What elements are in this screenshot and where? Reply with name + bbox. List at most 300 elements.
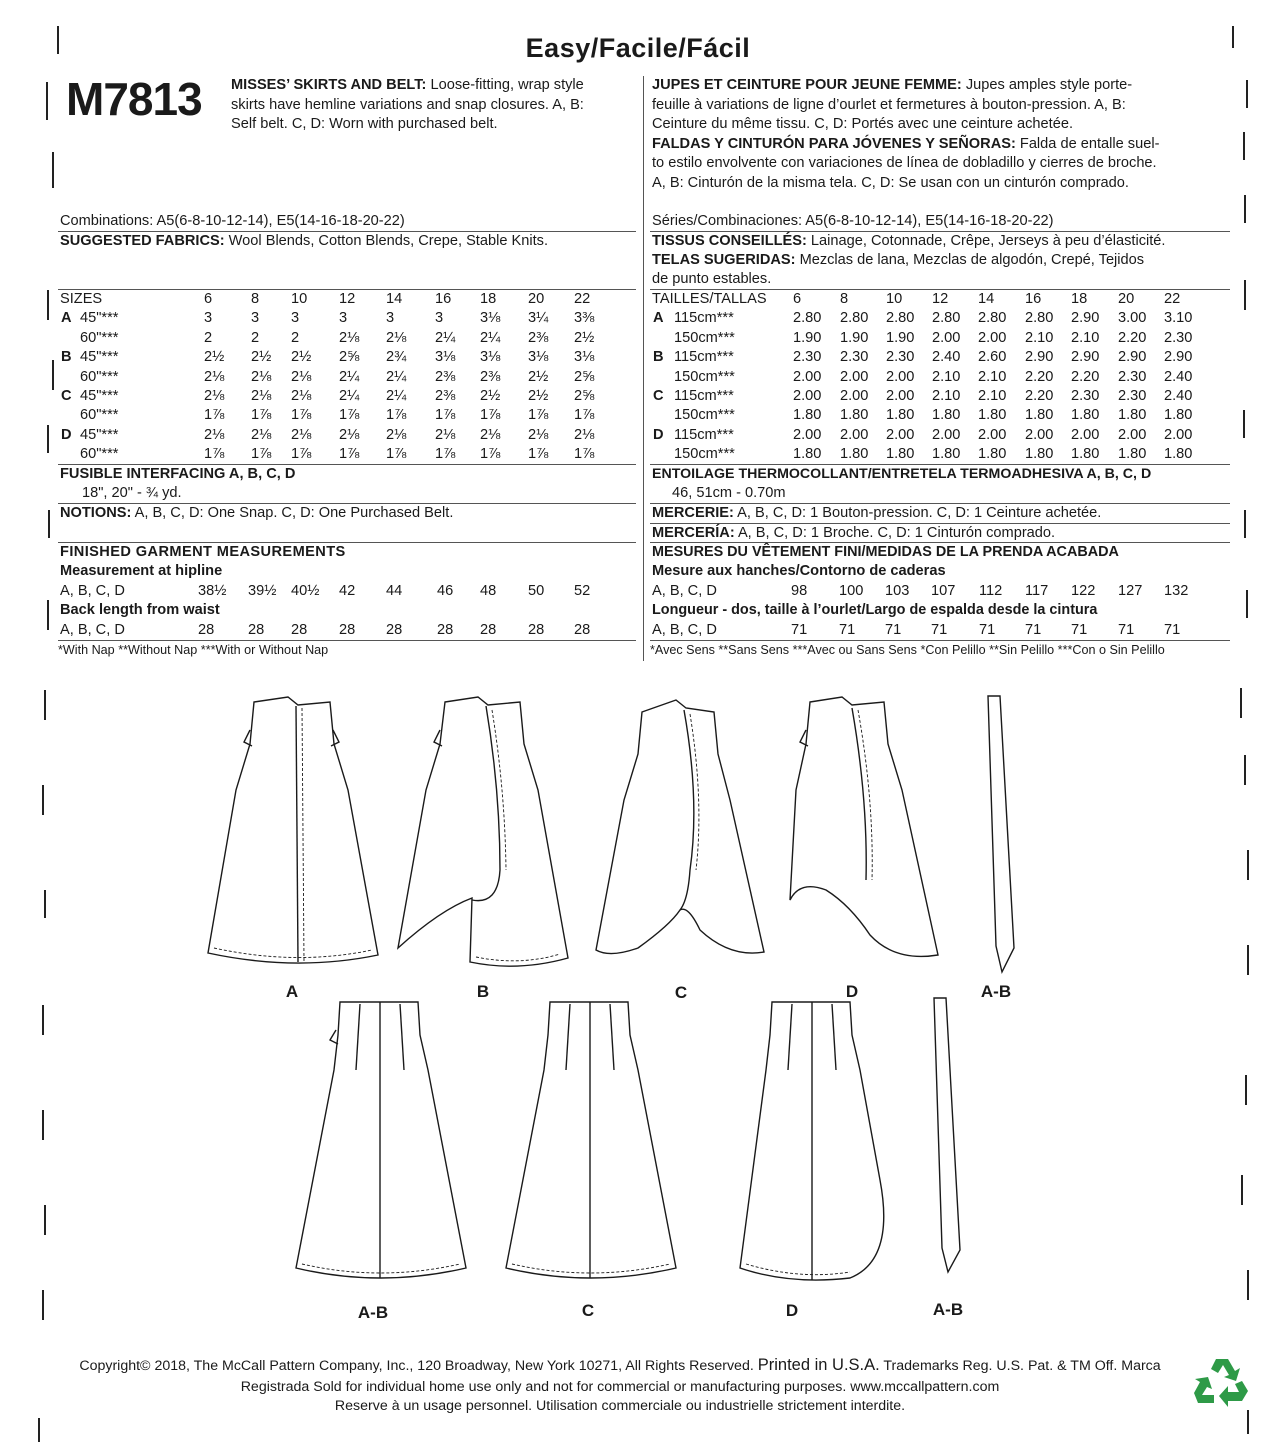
finished-measurements-heading-fr: MESURES DU VÊTEMENT FINI/MEDIDAS DE LA PRENDA ACABADA	[652, 544, 1119, 560]
size-header: 18	[1071, 291, 1088, 307]
yardage-cell: 1.80	[886, 407, 915, 424]
yardage-cell: 3⅛	[574, 349, 595, 366]
yardage-cell: 3.10	[1164, 310, 1193, 327]
yardage-cell: 2.00	[793, 426, 822, 443]
yardage-cell: 1⅞	[435, 407, 456, 424]
yardage-cell: 3	[291, 310, 300, 327]
yardage-cell: 2.00	[932, 329, 961, 346]
yardage-cell: 2¼	[339, 388, 360, 404]
yardage-cell: 2¼	[386, 388, 407, 404]
view-letter: B	[61, 349, 72, 366]
fabric-width: 45"***	[80, 426, 119, 443]
description-line: MISSES’ SKIRTS AND BELT: Loose-fitting, wrap style	[231, 77, 584, 93]
skirt-back-c	[506, 1002, 676, 1278]
yardage-cell: 3.00	[1118, 310, 1147, 327]
trim-mark	[52, 360, 54, 390]
yardage-cell: 2.20	[1025, 388, 1054, 404]
yardage-cell: 2.00	[793, 368, 822, 385]
yardage-cell: 1⅞	[528, 446, 549, 463]
belt-back-a-b	[934, 998, 960, 1272]
yardage-cell: 2.20	[1118, 329, 1147, 346]
nap-note-fr: *Avec Sens **Sans Sens ***Avec ou Sans Sens *Con Pelillo **Sin Pelillo ***Con o Sin Pelillo	[650, 643, 1165, 657]
description-line: feuille à variations de ligne d’ourlet et fermetures à bouton-pression. A, B:	[652, 96, 1126, 113]
back-label-c: C	[581, 1301, 595, 1320]
yardage-cell: 3	[435, 310, 444, 327]
yardage-cell: 1⅞	[291, 407, 312, 424]
hip-fr-cell: 112	[979, 583, 1003, 599]
yardage-cell: 2.40	[932, 349, 961, 366]
yardage-cell: 2⅛	[574, 426, 595, 443]
yardage-cell: 2.00	[978, 329, 1007, 346]
yardage-cell: 2.00	[793, 388, 822, 404]
skirt-view-b	[398, 697, 568, 966]
yardage-cell: 1⅞	[386, 407, 407, 424]
suggested-fabrics: SUGGESTED FABRICS: Wool Blends, Cotton Blends, Crepe, Stable Knits.	[60, 233, 549, 249]
nap-note: *With Nap **Without Nap ***With or Without Nap	[58, 643, 329, 657]
size-header: 20	[1118, 291, 1135, 307]
hip-cell: 52	[574, 583, 591, 599]
yardage-cell: 1.80	[1118, 407, 1147, 424]
back-length-fr-cell: 71	[1025, 622, 1042, 638]
recycle-icon	[1194, 1355, 1250, 1407]
yardage-cell: 1⅞	[251, 446, 272, 463]
yardage-cell: 2.10	[932, 368, 961, 385]
yardage-cell: 2.30	[1118, 368, 1147, 385]
yardage-cell: 2¾	[386, 349, 407, 366]
hip-fr-cell: 107	[931, 583, 956, 599]
back-length-cell: 28	[386, 622, 403, 638]
fabric-width: 45"***	[80, 310, 119, 327]
yardage-cell: 2.80	[886, 310, 915, 327]
yardage-cell: 1⅞	[386, 446, 407, 463]
hip-heading-fr: Mesure aux hanches/Contorno de caderas	[652, 563, 946, 579]
view-label-a: A	[285, 982, 299, 1001]
yardage-cell: 2⅛	[204, 368, 225, 385]
fabric-width: 45"***	[80, 388, 119, 404]
back-length-fr-cell: 71	[1164, 622, 1181, 638]
back-length-fr-cell: 71	[979, 622, 996, 638]
yardage-cell: 2.00	[886, 426, 915, 443]
yardage-cell: 1.80	[1164, 446, 1193, 463]
fabric-width: 150cm***	[674, 368, 735, 385]
yardage-cell: 2⅛	[386, 329, 407, 346]
back-length-cell: 28	[198, 622, 215, 638]
size-header: 16	[435, 291, 452, 307]
yardage-cell: 2½	[291, 349, 312, 366]
hip-heading: Measurement at hipline	[60, 563, 223, 579]
trim-mark	[1244, 510, 1246, 538]
back-length-fr-cell: 71	[1118, 622, 1135, 638]
description-line: A, B: Cinturón de la misma tela. C, D: Se usan con un cinturón comprado.	[652, 174, 1129, 191]
fabric-width: 60"***	[80, 329, 119, 346]
trim-mark	[47, 425, 49, 453]
hip-cell: 39½	[248, 583, 277, 599]
yardage-cell: 1.80	[1025, 446, 1054, 463]
description-fr-es	[652, 76, 1232, 193]
size-header: 12	[339, 291, 356, 307]
page-title: Easy/Facile/Fácil	[525, 33, 751, 63]
yardage-cell: 2⅛	[291, 388, 312, 404]
yardage-cell: 2¼	[435, 329, 456, 346]
copyright-line: Copyright© 2018, The McCall Pattern Company, Inc., 120 Broadway, New York 10271, All Rights Reserved. Printed in U.S.A. Trademarks Reg. U.S. Pat. & TM Off. Marca	[79, 1356, 1161, 1374]
back-length-fr-cell: 71	[931, 622, 948, 638]
yardage-cell: 2.00	[1118, 426, 1147, 443]
yardage-cell: 1.80	[1071, 446, 1100, 463]
sizes-heading: TAILLES/TALLAS	[652, 291, 767, 307]
yardage-cell: 2	[291, 329, 300, 346]
yardage-cell: 2¼	[480, 329, 501, 346]
size-header: 8	[251, 291, 260, 307]
yardage-cell: 2	[251, 329, 260, 346]
view-letter: C	[653, 388, 664, 404]
trim-mark	[1247, 1410, 1249, 1434]
column-divider	[643, 76, 644, 661]
size-header: 16	[1025, 291, 1042, 307]
yardage-cell: 1.80	[1071, 407, 1100, 424]
yardage-cell: 2⅛	[386, 426, 407, 443]
view-label-d: D	[845, 982, 859, 1001]
yardage-cell: 1⅞	[480, 407, 501, 424]
interfacing-amount: 18", 20" - ¾ yd.	[82, 485, 182, 501]
yardage-cell: 2½	[204, 349, 225, 366]
yardage-cell: 1.80	[978, 446, 1007, 463]
fabric-width: 115cm***	[674, 388, 734, 404]
view-label-c: C	[674, 983, 688, 1002]
trim-mark	[47, 600, 49, 630]
skirt-back-d	[740, 1002, 884, 1280]
yardage-cell: 2.30	[886, 349, 915, 366]
hip-fr-cell: 103	[885, 583, 910, 599]
size-header: 18	[480, 291, 497, 307]
belt-view-a-b	[988, 696, 1014, 972]
combinations-fr: Séries/Combinaciones: A5(6-8-10-12-14), E5(14-16-18-20-22)	[652, 213, 1054, 229]
yardage-cell: 2.30	[793, 349, 822, 366]
yardage-cell: 2	[204, 329, 213, 346]
yardage-cell: 1.90	[840, 329, 869, 346]
view-letter: D	[61, 426, 72, 443]
hip-fr-views: A, B, C, D	[652, 583, 717, 599]
description-en	[231, 76, 636, 135]
yardage-cell: 2.00	[1025, 426, 1054, 443]
fabric-width: 115cm***	[674, 310, 734, 327]
fabrics-es: TELAS SUGERIDAS: Mezclas de lana, Mezclas de algodón, Crepé, Tejidos	[652, 252, 1145, 268]
size-header: 12	[932, 291, 949, 307]
trim-mark	[47, 290, 49, 320]
view-letter: B	[653, 349, 664, 366]
yardage-cell: 1⅞	[339, 407, 360, 424]
description-line: Self belt. C, D: Worn with purchased belt.	[231, 116, 498, 132]
interfacing-heading-fr: ENTOILAGE THERMOCOLLANT/ENTRETELA TERMOADHESIVA A, B, C, D	[652, 466, 1152, 482]
size-header: 6	[793, 291, 802, 307]
yardage-cell: 2.10	[932, 388, 961, 404]
yardage-cell: 2.80	[1025, 310, 1054, 327]
yardage-cell: 2.90	[1025, 349, 1054, 366]
trim-mark	[1244, 280, 1246, 310]
yardage-cell: 1⅞	[339, 446, 360, 463]
yardage-cell: 1.80	[932, 407, 961, 424]
yardage-cell: 1.80	[840, 407, 869, 424]
yardage-cell: 1⅞	[480, 446, 501, 463]
combinations: Combinations: A5(6-8-10-12-14), E5(14-16-18-20-22)	[60, 213, 405, 229]
rule	[650, 640, 1230, 641]
fabrics-fr: TISSUS CONSEILLÉS: Lainage, Cotonnade, Crêpe, Jerseys à peu d’élasticité.	[652, 233, 1166, 249]
yardage-cell: 2.80	[932, 310, 961, 327]
size-header: 10	[291, 291, 308, 307]
yardage-cell: 2⅛	[339, 426, 360, 443]
yardage-cell: 1.90	[793, 329, 822, 346]
yardage-cell: 2.30	[1164, 329, 1193, 346]
back-length-fr-views: A, B, C, D	[652, 622, 717, 638]
pattern-number: M7813	[66, 73, 202, 125]
yardage-cell: 2.30	[1071, 388, 1100, 404]
yardage-cell: 3	[386, 310, 395, 327]
back-length-views: A, B, C, D	[60, 622, 125, 638]
back-length-cell: 28	[528, 622, 545, 638]
trim-mark	[1244, 195, 1246, 223]
size-header: 8	[840, 291, 849, 307]
interfacing-heading: FUSIBLE INTERFACING A, B, C, D	[60, 466, 296, 482]
yardage-cell: 2.80	[978, 310, 1007, 327]
interfacing-amount-fr: 46, 51cm - 0.70m	[672, 485, 786, 501]
yardage-cell: 1.80	[886, 446, 915, 463]
yardage-cell: 3	[339, 310, 348, 327]
yardage-cell: 2¼	[339, 368, 360, 385]
hip-cell: 40½	[291, 583, 320, 599]
technical-drawings	[0, 680, 1276, 1340]
yardage-cell: 2⅛	[291, 368, 312, 385]
yardage-cell: 3⅛	[480, 349, 501, 366]
trim-mark	[1246, 80, 1248, 108]
yardage-cell: 1.80	[1118, 446, 1147, 463]
yardage-cell: 2.00	[840, 426, 869, 443]
hip-cell: 50	[528, 583, 545, 599]
yardage-cell: 2.10	[978, 388, 1007, 404]
yardage-cell: 2.00	[886, 368, 915, 385]
hip-views: A, B, C, D	[60, 583, 125, 599]
yardage-cell: 2.20	[1025, 368, 1054, 385]
yardage-cell: 2.30	[1118, 388, 1147, 404]
fabric-width: 115cm***	[674, 426, 734, 443]
usage-line: Registrada Sold for individual home use only and not for commercial or manufacturing purposes. www.mccallpattern.com	[240, 1379, 1000, 1395]
yardage-cell: 1.80	[793, 407, 822, 424]
trim-mark	[1243, 410, 1245, 438]
back-label-a-b: A-B	[357, 1303, 389, 1322]
hip-cell: 38½	[198, 583, 227, 599]
skirt-back-a-b	[296, 1002, 466, 1278]
hip-fr-cell: 132	[1164, 583, 1189, 599]
yardage-cell: 2.90	[1164, 349, 1193, 366]
fabric-width: 150cm***	[674, 446, 735, 463]
fabric-width: 150cm***	[674, 329, 735, 346]
yardage-cell: 2½	[574, 329, 595, 346]
yardage-cell: 3⅛	[435, 349, 456, 366]
yardage-cell: 1⅞	[574, 407, 595, 424]
hip-fr-cell: 117	[1025, 583, 1049, 599]
hip-fr-cell: 98	[791, 583, 808, 599]
yardage-cell: 2⅛	[251, 388, 272, 404]
yardage-cell: 2.90	[1071, 349, 1100, 366]
yardage-cell: 2½	[480, 388, 501, 404]
yardage-cell: 2½	[528, 388, 549, 404]
size-header: 6	[204, 291, 213, 307]
usage-line-fr: Reserve à un usage personnel. Utilisation commerciale ou industrielle strictement interdite.	[334, 1398, 906, 1414]
back-length-fr-cell: 71	[791, 622, 808, 638]
yardage-cell: 2.00	[840, 388, 869, 404]
hip-cell: 44	[386, 583, 403, 599]
yardage-cell: 2.00	[886, 388, 915, 404]
hip-cell: 48	[480, 583, 497, 599]
size-header: 22	[574, 291, 591, 307]
yardage-cell: 2⅛	[251, 368, 272, 385]
yardage-cell: 2½	[528, 368, 549, 385]
yardage-cell: 1⅞	[204, 407, 225, 424]
back-length-fr-cell: 71	[885, 622, 902, 638]
yardage-cell: 1⅞	[574, 446, 595, 463]
yardage-cell: 2.00	[932, 426, 961, 443]
yardage-cell: 2⅛	[339, 329, 360, 346]
fabric-width: 115cm***	[674, 349, 734, 366]
yardage-cell: 1.80	[1025, 407, 1054, 424]
yardage-cell: 1.80	[932, 446, 961, 463]
trim-mark	[1246, 590, 1248, 618]
yardage-cell: 2.00	[978, 426, 1007, 443]
back-length-fr-cell: 71	[1071, 622, 1088, 638]
yardage-cell: 2.10	[978, 368, 1007, 385]
yardage-cell: 3⅛	[480, 310, 501, 327]
yardage-cell: 2.80	[793, 310, 822, 327]
view-letter: A	[653, 310, 664, 327]
yardage-cell: 2.40	[1164, 368, 1193, 385]
trim-mark	[52, 152, 54, 188]
yardage-cell: 2⅜	[528, 329, 549, 346]
back-length-cell: 28	[248, 622, 265, 638]
yardage-cell: 3¼	[528, 310, 549, 327]
yardage-cell: 2.90	[1118, 349, 1147, 366]
description-line: skirts have hemline variations and snap closures. A, B:	[231, 96, 584, 113]
back-length-fr-cell: 71	[839, 622, 856, 638]
size-header: 22	[1164, 291, 1181, 307]
yardage-cell: 2.00	[840, 368, 869, 385]
yardage-cell: 2⅝	[574, 388, 595, 404]
yardage-cell: 1.80	[793, 446, 822, 463]
view-letter: C	[61, 388, 72, 404]
fabric-width: 60"***	[80, 446, 119, 463]
yardage-cell: 2.90	[1071, 310, 1100, 327]
size-header: 14	[386, 291, 403, 307]
yardage-cell: 2½	[251, 349, 272, 366]
yardage-cell: 2.20	[1071, 368, 1100, 385]
description-line: Ceinture du même tissu. C, D: Portés avec une ceinture achetée.	[652, 116, 1073, 132]
hip-fr-cell: 127	[1118, 583, 1143, 599]
trim-mark	[46, 82, 48, 120]
yardage-cell: 1.80	[978, 407, 1007, 424]
view-label-belt: A-B	[980, 982, 1012, 1001]
fabrics-es-cont: de punto estables.	[652, 271, 772, 287]
yardage-cell: 3⅜	[574, 310, 595, 327]
back-length-heading: Back length from waist	[60, 602, 220, 618]
trim-mark	[48, 510, 50, 538]
skirt-view-d	[790, 697, 938, 956]
yardage-cell: 2⅛	[204, 388, 225, 404]
yardage-cell: 1.80	[1164, 407, 1193, 424]
fabric-width: 60"***	[80, 368, 119, 385]
yardage-cell: 2⅛	[480, 426, 501, 443]
yardage-cell: 2⅜	[480, 368, 501, 385]
yardage-cell: 1⅞	[251, 407, 272, 424]
yardage-cell: 2⅜	[435, 368, 456, 385]
yardage-cell: 3	[251, 310, 260, 327]
size-header: 14	[978, 291, 995, 307]
yardage-cell: 2.30	[840, 349, 869, 366]
yardage-cell: 3⅛	[528, 349, 549, 366]
description-line: FALDAS Y CINTURÓN PARA JÓVENES Y SEÑORAS: Falda de entalle suel-	[652, 135, 1160, 152]
yardage-cell: 2.80	[840, 310, 869, 327]
back-length-heading-fr: Longueur - dos, taille à l’ourlet/Largo de espalda desde la cintura	[652, 602, 1098, 618]
description-line: to estilo envolvente con variaciones de línea de dobladillo y cierres de broche.	[652, 155, 1157, 171]
back-length-cell: 28	[480, 622, 497, 638]
fabric-width: 60"***	[80, 407, 119, 424]
yardage-cell: 2.40	[1164, 388, 1193, 404]
view-label-b: B	[476, 982, 490, 1001]
yardage-cell: 2¼	[386, 368, 407, 385]
yardage-cell: 2⅜	[435, 388, 456, 404]
view-letter: D	[653, 426, 664, 443]
notions-fr: MERCERIE: A, B, C, D: 1 Bouton-pression. C, D: 1 Ceinture achetée.	[652, 505, 1102, 521]
yardage-cell: 1⅞	[291, 446, 312, 463]
skirt-view-a	[208, 697, 378, 963]
sizes-heading: SIZES	[60, 291, 103, 307]
size-header: 10	[886, 291, 903, 307]
yardage-cell: 1⅞	[204, 446, 225, 463]
yardage-cell: 1.80	[840, 446, 869, 463]
description-line: JUPES ET CEINTURE POUR JEUNE FEMME: Jupes amples style porte-	[652, 77, 1133, 93]
yardage-cell: 2⅛	[435, 426, 456, 443]
yardage-cell: 2⅛	[291, 426, 312, 443]
yardage-cell: 2⅛	[528, 426, 549, 443]
back-label-d: D	[785, 1301, 799, 1320]
trim-mark	[38, 1418, 40, 1442]
yardage-cell: 2⅝	[574, 368, 595, 385]
yardage-cell: 2.60	[978, 349, 1007, 366]
hip-cell: 46	[437, 583, 454, 599]
size-header: 20	[528, 291, 545, 307]
yardage-cell: 2.00	[1071, 426, 1100, 443]
notions-es: MERCERÍA: A, B, C, D: 1 Broche. C, D: 1 Cinturón comprado.	[652, 525, 1056, 541]
yardage-cell: 2⅝	[339, 349, 360, 366]
yardage-cell: 1⅞	[435, 446, 456, 463]
notions: NOTIONS: A, B, C, D: One Snap. C, D: One Purchased Belt.	[60, 505, 454, 521]
trim-mark	[1243, 132, 1245, 160]
hip-fr-cell: 122	[1071, 583, 1096, 599]
hip-fr-cell: 100	[839, 583, 864, 599]
back-length-cell: 28	[437, 622, 454, 638]
fabric-width: 45"***	[80, 349, 119, 366]
rule	[58, 640, 636, 641]
view-letter: A	[61, 310, 72, 327]
yardage-cell: 2.00	[1164, 426, 1193, 443]
back-label-belt: A-B	[932, 1300, 964, 1319]
yardage-cell: 1.90	[886, 329, 915, 346]
finished-measurements-heading: FINISHED GARMENT MEASUREMENTS	[60, 544, 346, 560]
back-length-cell: 28	[291, 622, 308, 638]
back-length-cell: 28	[574, 622, 591, 638]
yardage-cell: 1⅞	[528, 407, 549, 424]
skirt-view-c	[596, 700, 764, 954]
yardage-cell: 2⅛	[204, 426, 225, 443]
yardage-cell: 2.10	[1025, 329, 1054, 346]
yardage-cell: 2.10	[1071, 329, 1100, 346]
yardage-cell: 2⅛	[251, 426, 272, 443]
